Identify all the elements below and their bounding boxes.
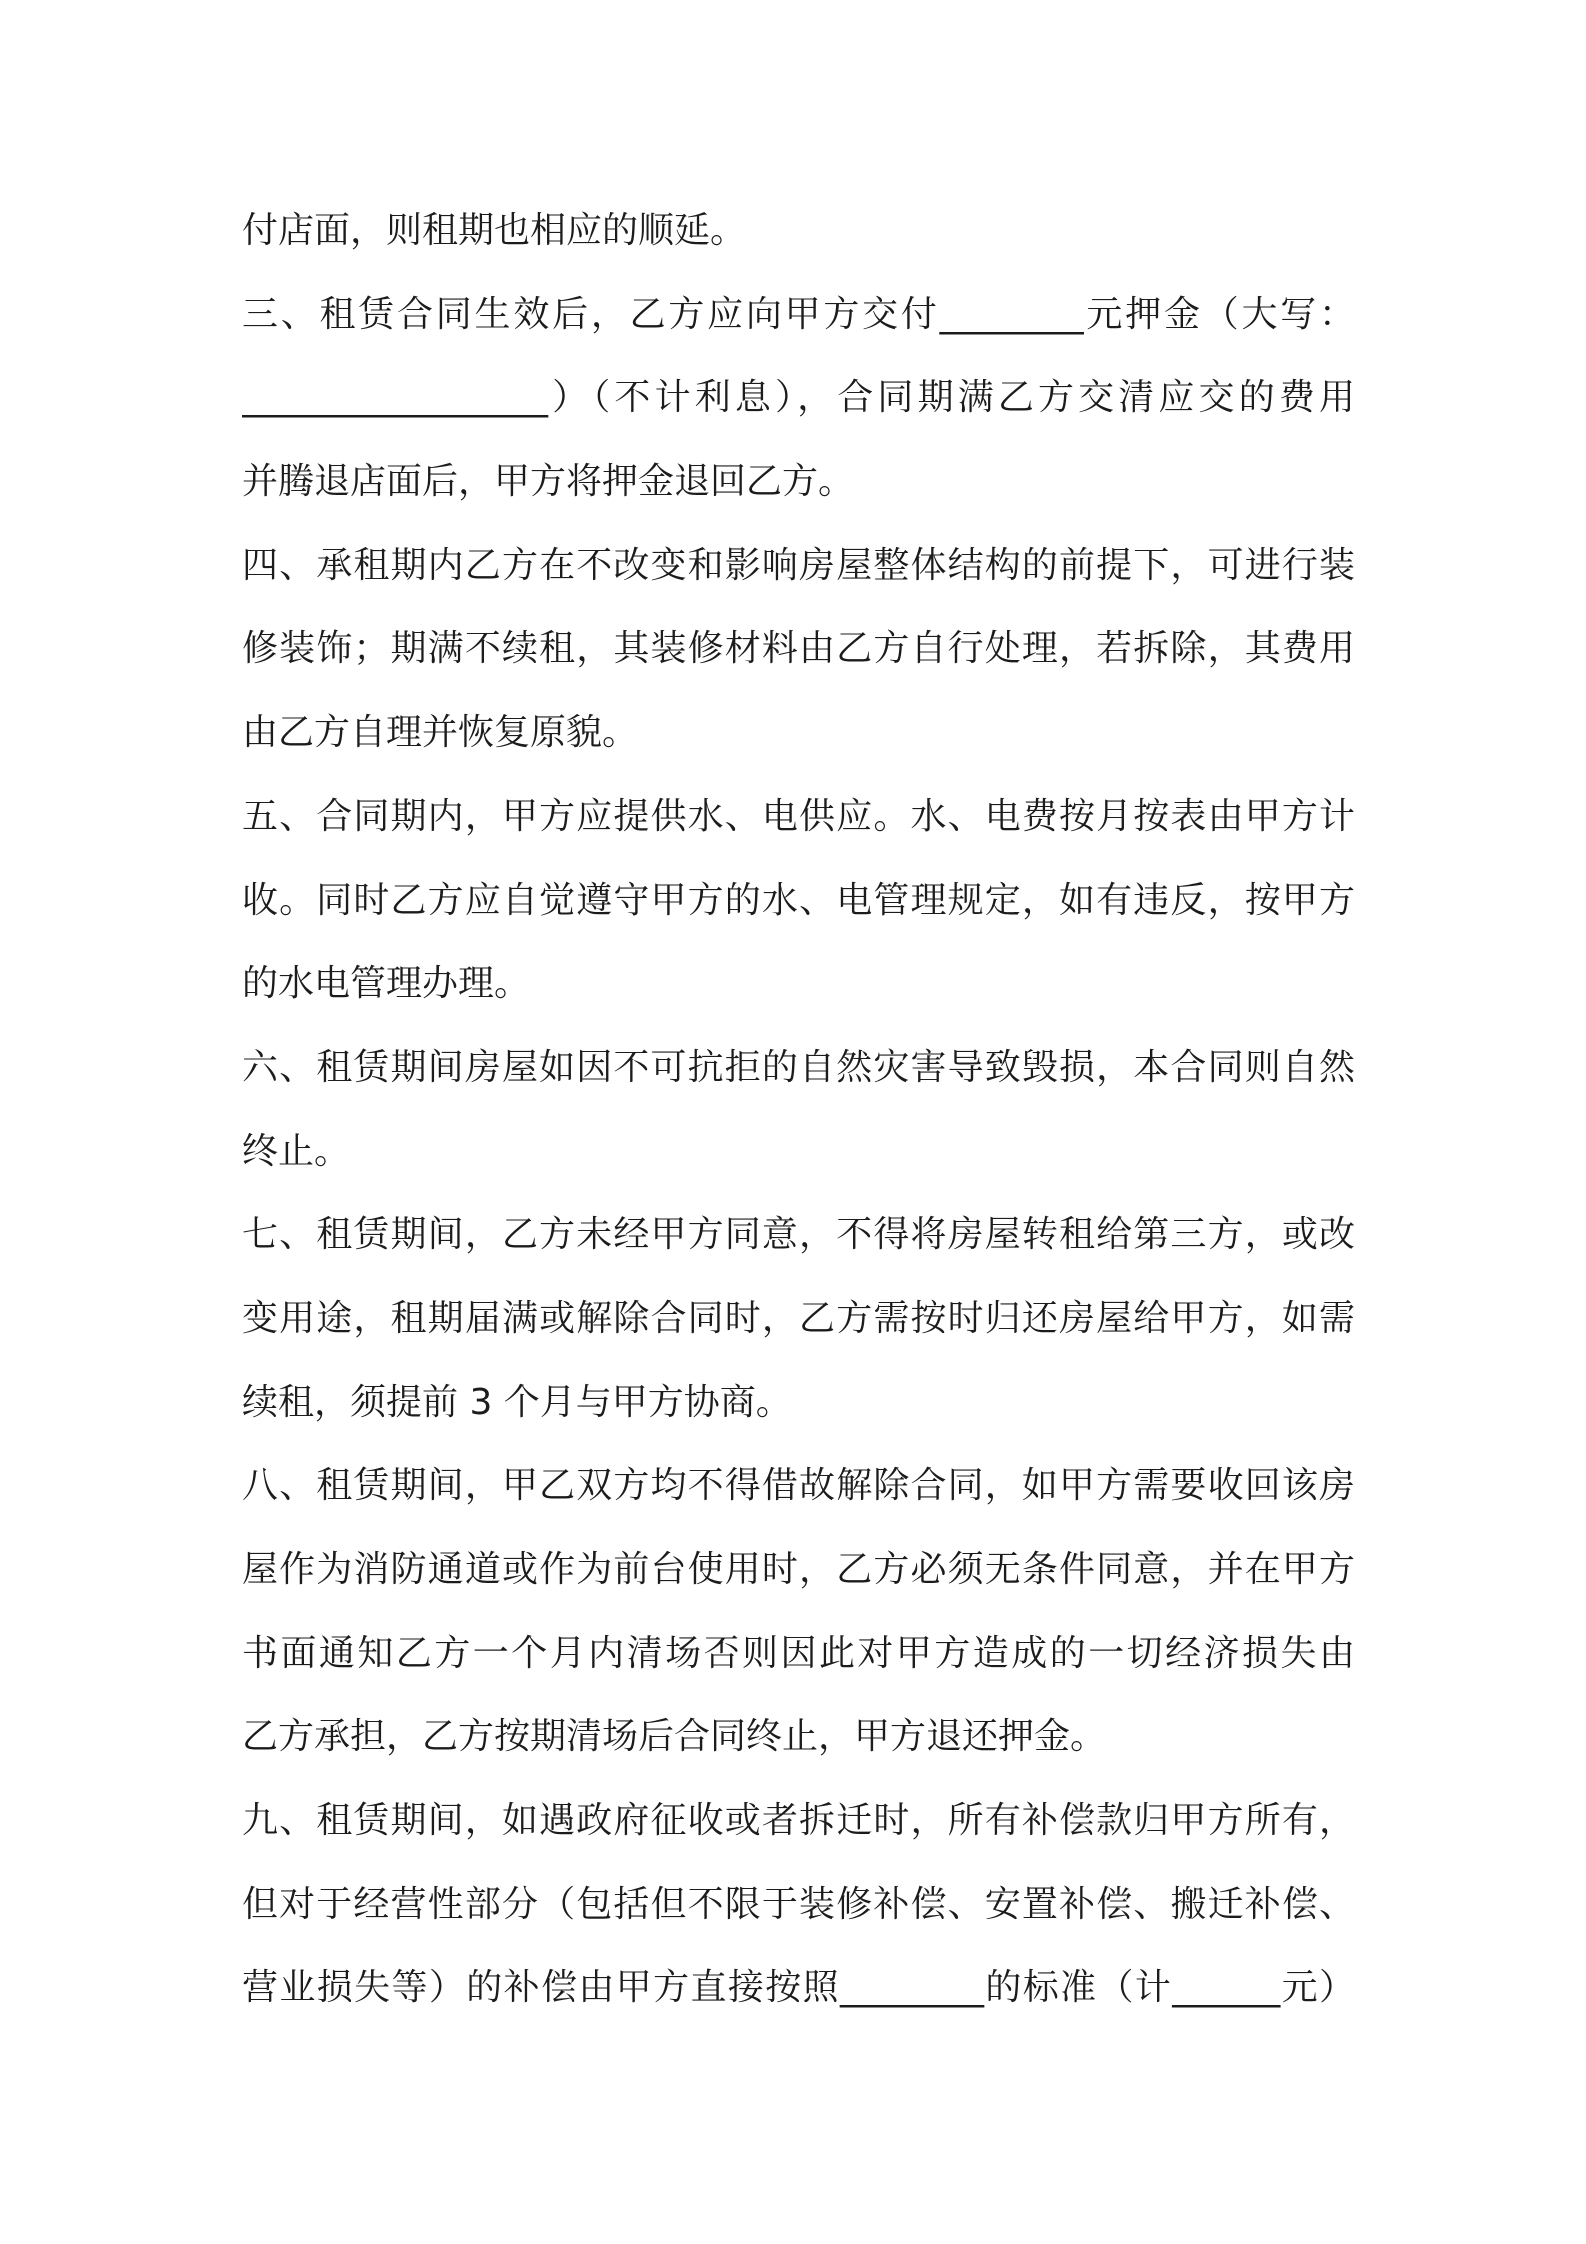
text-line: 五、合同期内，甲方应提供水、电供应。水、电费按月按表由甲方计 (242, 795, 1355, 837)
text-line: 续租，须提前 3 个月与甲方协商。 (242, 1381, 792, 1423)
text-line: 四、承租期内乙方在不改变和影响房屋整体结构的前提下，可进行装 (242, 544, 1355, 586)
text-line: 九、租赁期间，如遇政府征收或者拆迁时，所有补偿款归甲方所有， (242, 1800, 1355, 1842)
text-line: 屋作为消防通道或作为前台使用时，乙方必须无条件同意，并在甲方 (242, 1549, 1355, 1590)
text-line: 六、租赁期间房屋如因不可抗拒的自然灾害导致毁损，本合同则自然 (242, 1046, 1355, 1088)
text-line: 并腾退店面后，甲方将押金退回乙方。 (242, 461, 855, 503)
text-line: 由乙方自理并恢复原貌。 (242, 712, 639, 754)
contract-body-text (242, 189, 1355, 2030)
text-line: 终止。 (242, 1130, 351, 1172)
text-line: 书面通知乙方一个月内清场否则因此对甲方造成的一切经济损失由 (242, 1632, 1355, 1674)
text-line: 八、租赁期间，甲乙双方均不得借故解除合同，如甲方需要收回该房 (242, 1465, 1355, 1507)
text-line: 但对于经营性部分（包括但不限于装修补偿、安置补偿、搬迁补偿、 (242, 1883, 1355, 1925)
text-line: 乙方承担，乙方按期清场后合同终止，甲方退还押金。 (242, 1716, 1107, 1758)
text-line: 修装饰；期满不续租，其装修材料由乙方自行处理，若拆除，其费用 (242, 628, 1355, 670)
text-line: 收。同时乙方应自觉遵守甲方的水、电管理规定，如有违反，按甲方 (242, 879, 1355, 921)
text-line: 的水电管理办理。 (242, 963, 531, 1005)
text-line: _________________）（不计利息），合同期满乙方交清应交的费用 (242, 377, 1355, 419)
text-line: 付店面，则租期也相应的顺延。 (242, 210, 747, 251)
text-line: 三、租赁合同生效后，乙方应向甲方交付________元押金（大写： (242, 293, 1355, 335)
text-line: 营业损失等）的补偿由甲方直接按照________的标准（计______元） (242, 1967, 1355, 2009)
text-line: 七、租赁期间，乙方未经甲方同意，不得将房屋转租给第三方，或改 (242, 1214, 1355, 1256)
text-line: 变用途，租期届满或解除合同时，乙方需按时归还房屋给甲方，如需 (242, 1297, 1355, 1339)
